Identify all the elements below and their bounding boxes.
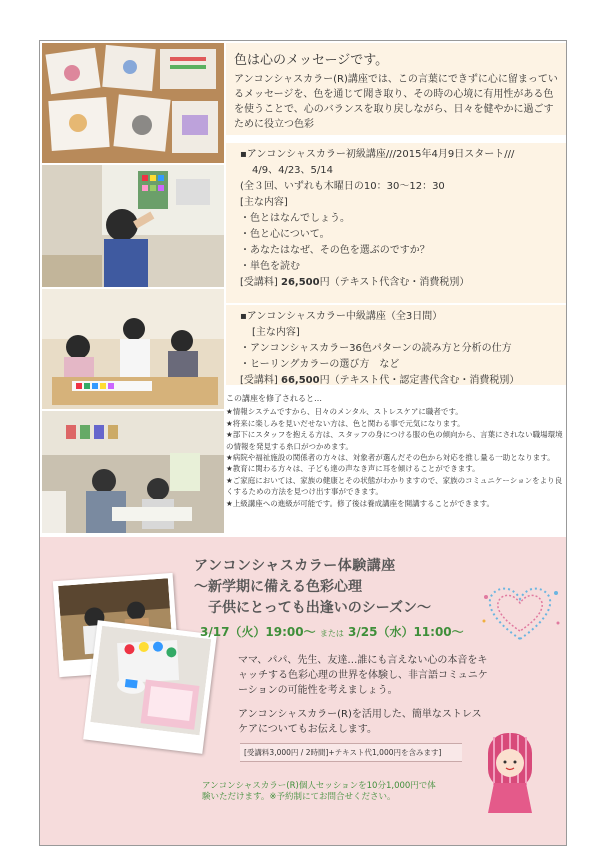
- group-table-image: [42, 289, 224, 409]
- doll-illustration-icon: [480, 727, 540, 817]
- intro-heading: 色は心のメッセージです。: [234, 53, 389, 68]
- event-fee: [受講料3,000円 / 2時間]+テキスト代1,000円を含みます]: [240, 743, 462, 762]
- flyer-page: [39, 40, 567, 846]
- course1-schedule: (全３回、いずれも木曜日の10：30～12：30: [240, 181, 445, 192]
- benefit-item: ★部下にスタッフを抱える方は、スタッフの身につける服の色の傾向から、言葉にされない職場環境の情報を発見する糸口がつかめます。: [226, 430, 563, 451]
- course1-item: ・単色を読む: [240, 261, 300, 272]
- course2-fee-amount: 66,500: [281, 375, 320, 386]
- event-date-or: または: [319, 629, 344, 638]
- course2-contents-head: [主な内容]: [252, 327, 300, 338]
- photo-group-table: [42, 289, 224, 409]
- event-section: [40, 537, 567, 846]
- course2-fee-note: 円（テキスト代・認定書代含む・消費税別）: [319, 375, 520, 386]
- child-board-image: [42, 165, 224, 287]
- course1-contents-head: [主な内容]: [240, 197, 288, 208]
- course1-fee-note: 円（テキスト代含む・消費税別）: [319, 277, 470, 288]
- course1-item: ・色と心について。: [240, 229, 330, 240]
- polaroid-photo-paints: [83, 620, 217, 754]
- benefit-item: ★病院や福祉施設の関係者の方々は、対象者が選んだその色から対応を推し量る一助となります。: [226, 453, 555, 463]
- benefits-list: [226, 393, 566, 509]
- event-subtitle-2: 子供にとっても出逢いのシーズン～: [208, 600, 432, 616]
- photo-column: [42, 43, 224, 535]
- course1-title: ▪アンコンシャスカラー初級講座///2015年4月9日スタート///: [240, 149, 515, 160]
- benefit-item: ★情報システムですから、日々のメンタル、ストレスケアに職者です。: [226, 407, 463, 417]
- intro-body: アンコンシャスカラー(R)講座では、この言葉にできずに心に留まっているメッセージを、色を通じて聞き取り、その時の心境に有用性がある色を使うことで、心のバランスを取り戻しながら、日々を健やかに過ごすために役立つ色彩: [234, 74, 558, 130]
- course2-item: ・ヒーリングカラーの選び方 など: [240, 359, 400, 370]
- benefit-item: ★教育に関わる方々は、子ども達の声なき声に耳を傾けることができます。: [226, 464, 480, 474]
- hearts-decoration-icon: [478, 577, 562, 647]
- photo-child-board: [42, 165, 224, 287]
- event-subtitle-1: ～新学期に備える色彩心理: [194, 579, 362, 595]
- event-date-1: 3/17（火）19:00～: [200, 625, 316, 639]
- top-section: [40, 41, 567, 535]
- course2-title: ▪アンコンシャスカラー中級講座（全3日間）: [240, 311, 443, 322]
- event-dates: [200, 623, 464, 640]
- course2-item: ・アンコンシャスカラー36色パターンの読み方と分析の仕方: [240, 343, 512, 354]
- photo-drawings: [42, 43, 224, 163]
- course-intermediate: [226, 305, 566, 385]
- benefits-lead: この講座を修了されると…: [226, 394, 322, 403]
- benefit-item: ★ご家庭においては、家族の健康とその状態がわかりますので、家族のコミュニケーションをより良くするための方法を見つけ出す事ができます。: [226, 475, 563, 497]
- paints-photo-image: [90, 626, 211, 736]
- course2-fee-label: [受講料]: [240, 375, 278, 386]
- event-date-2: 3/25（水）11:00～: [348, 625, 464, 639]
- course1-item: ・色とはなんでしょう。: [240, 213, 350, 224]
- course1-item: ・あなたはなぜ、その色を選ぶのですか？: [240, 245, 430, 256]
- course2-fee: [240, 373, 560, 389]
- event-footer-note: アンコンシャスカラー(R)個人セッションを10分1,000円で体験いただけます。※予約制にてお問合せください。: [202, 781, 436, 802]
- photo-session-room: [42, 411, 224, 533]
- event-description: ママ、パパ、先生、友達…誰にも言えない心の本音をキャッチする色彩心理の世界を体験し、非言語コミュニケーションの可能性を考えましょう。: [238, 655, 488, 696]
- course1-dates: 4/9、4/23、5/14: [252, 165, 334, 176]
- benefit-item: ★上級講座への進級が可能です。修了後は養成講座を開講することができます。: [226, 498, 495, 508]
- event-description-2: アンコンシャスカラー(R)を活用した、簡単なストレスケアについてもお伝えします。: [238, 709, 482, 735]
- intro-box: [226, 43, 566, 135]
- event-title: アンコンシャスカラー体験講座: [194, 558, 396, 574]
- drawings-image: [42, 43, 224, 163]
- course1-fee-amount: 26,500: [281, 277, 320, 288]
- course1-fee-label: [受講料]: [240, 277, 278, 288]
- course-beginner: [226, 143, 566, 303]
- benefit-item: ★将来に楽しみを見いだせない方は、色と関わる事で元気になります。: [226, 418, 465, 428]
- course1-fee: [240, 275, 560, 291]
- session-room-image: [42, 411, 224, 533]
